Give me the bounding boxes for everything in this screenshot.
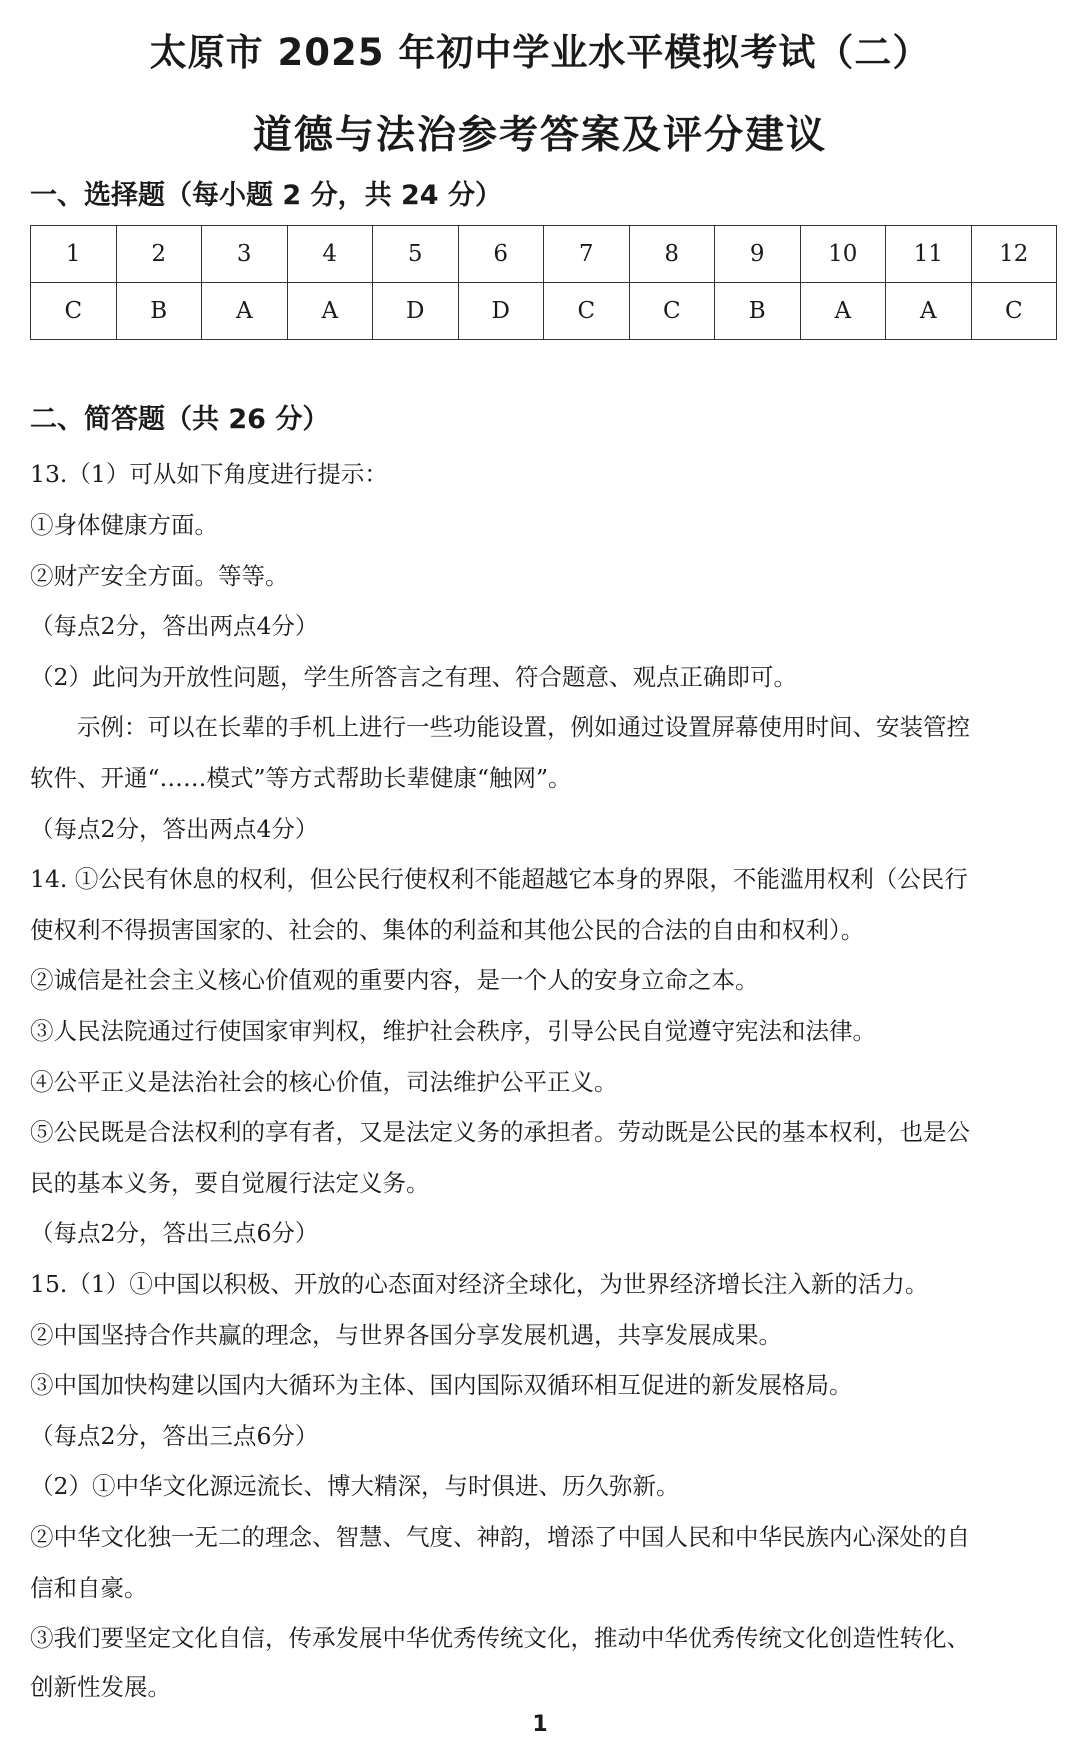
answer-letter: B bbox=[116, 283, 202, 340]
answer-line: （2）此问为开放性问题，学生所答言之有理、符合题意、观点正确即可。 bbox=[30, 663, 797, 691]
scoring-note: （每点2分，答出两点4分） bbox=[30, 815, 319, 843]
answer-line: ③中国加快构建以国内大循环为主体、国内国际双循环相互促进的新发展格局。 bbox=[30, 1371, 853, 1399]
answer-line: ①身体健康方面。 bbox=[30, 511, 218, 539]
page-title: 太原市 2025 年初中学业水平模拟考试（二） bbox=[149, 31, 931, 74]
answer-line: 13.（1）可从如下角度进行提示： bbox=[30, 460, 388, 488]
question-number: 3 bbox=[202, 226, 288, 283]
scoring-note: （每点2分，答出三点6分） bbox=[30, 1219, 319, 1247]
answer-letter: A bbox=[287, 283, 373, 340]
answer-line: 民的基本义务，要自觉履行法定义务。 bbox=[30, 1169, 430, 1197]
question-number: 11 bbox=[886, 226, 972, 283]
answer-letter: C bbox=[971, 283, 1057, 340]
answer-letter: C bbox=[629, 283, 715, 340]
answer-line: ②中国坚持合作共赢的理念，与世界各国分享发展机遇，共享发展成果。 bbox=[30, 1321, 782, 1349]
answer-letter: C bbox=[544, 283, 630, 340]
answer-line: ②财产安全方面。等等。 bbox=[30, 562, 289, 590]
answer-line: 信和自豪。 bbox=[30, 1574, 148, 1602]
question-number: 5 bbox=[373, 226, 459, 283]
page-subtitle: 道德与法治参考答案及评分建议 bbox=[252, 113, 827, 158]
answer-letter: D bbox=[373, 283, 459, 340]
answer-line: ⑤公民既是合法权利的享有者，又是法定义务的承担者。劳动既是公民的基本权利，也是公 bbox=[30, 1118, 970, 1146]
answer-letter: A bbox=[886, 283, 972, 340]
question-number: 1 bbox=[31, 226, 117, 283]
question-number: 2 bbox=[116, 226, 202, 283]
question-number: 4 bbox=[287, 226, 373, 283]
section1-heading: 一、选择题（每小题 2 分，共 24 分） bbox=[30, 180, 502, 211]
answer-line: 软件、开通“……模式”等方式帮助长辈健康“触网”。 bbox=[30, 764, 572, 792]
answer-letter: D bbox=[458, 283, 544, 340]
answer-line: 15.（1）①中国以积极、开放的心态面对经济全球化，为世界经济增长注入新的活力。 bbox=[30, 1270, 929, 1298]
answer-line: ③我们要坚定文化自信，传承发展中华优秀传统文化，推动中华优秀传统文化创造性转化、 bbox=[30, 1624, 970, 1652]
answer-line: ④公平正义是法治社会的核心价值，司法维护公平正义。 bbox=[30, 1068, 618, 1096]
answer-line: 示例：可以在长辈的手机上进行一些功能设置，例如通过设置屏幕使用时间、安装管控 bbox=[30, 713, 970, 741]
answer-letter: A bbox=[800, 283, 886, 340]
answer-letter: B bbox=[715, 283, 801, 340]
question-number: 12 bbox=[971, 226, 1057, 283]
answer-letter: C bbox=[31, 283, 117, 340]
question-number-row bbox=[31, 226, 1057, 283]
choice-answer-table bbox=[30, 225, 1057, 340]
answer-line: 使权利不得损害国家的、社会的、集体的利益和其他公民的合法的自由和权利）。 bbox=[30, 916, 865, 944]
answer-line: ②中华文化独一无二的理念、智慧、气度、神韵，增添了中国人民和中华民族内心深处的自 bbox=[30, 1523, 970, 1551]
answer-row bbox=[31, 283, 1057, 340]
question-number: 8 bbox=[629, 226, 715, 283]
answer-line: （2）①中华文化源远流长、博大精深，与时俱进、历久弥新。 bbox=[30, 1472, 680, 1500]
scoring-note: （每点2分，答出三点6分） bbox=[30, 1422, 319, 1450]
answer-line: ②诚信是社会主义核心价值观的重要内容，是一个人的安身立命之本。 bbox=[30, 966, 759, 994]
answer-line: ③人民法院通过行使国家审判权，维护社会秩序，引导公民自觉遵守宪法和法律。 bbox=[30, 1017, 876, 1045]
answer-line: 14. ①公民有休息的权利，但公民行使权利不能超越它本身的界限，不能滥用权利（公民行 bbox=[30, 865, 968, 893]
question-number: 9 bbox=[715, 226, 801, 283]
question-number: 7 bbox=[544, 226, 630, 283]
page-number: 1 bbox=[532, 1712, 548, 1737]
question-number: 10 bbox=[800, 226, 886, 283]
section2-heading: 二、简答题（共 26 分） bbox=[30, 404, 330, 435]
answer-line: 创新性发展。 bbox=[30, 1673, 171, 1701]
answer-letter: A bbox=[202, 283, 288, 340]
question-number: 6 bbox=[458, 226, 544, 283]
scoring-note: （每点2分，答出两点4分） bbox=[30, 612, 319, 640]
